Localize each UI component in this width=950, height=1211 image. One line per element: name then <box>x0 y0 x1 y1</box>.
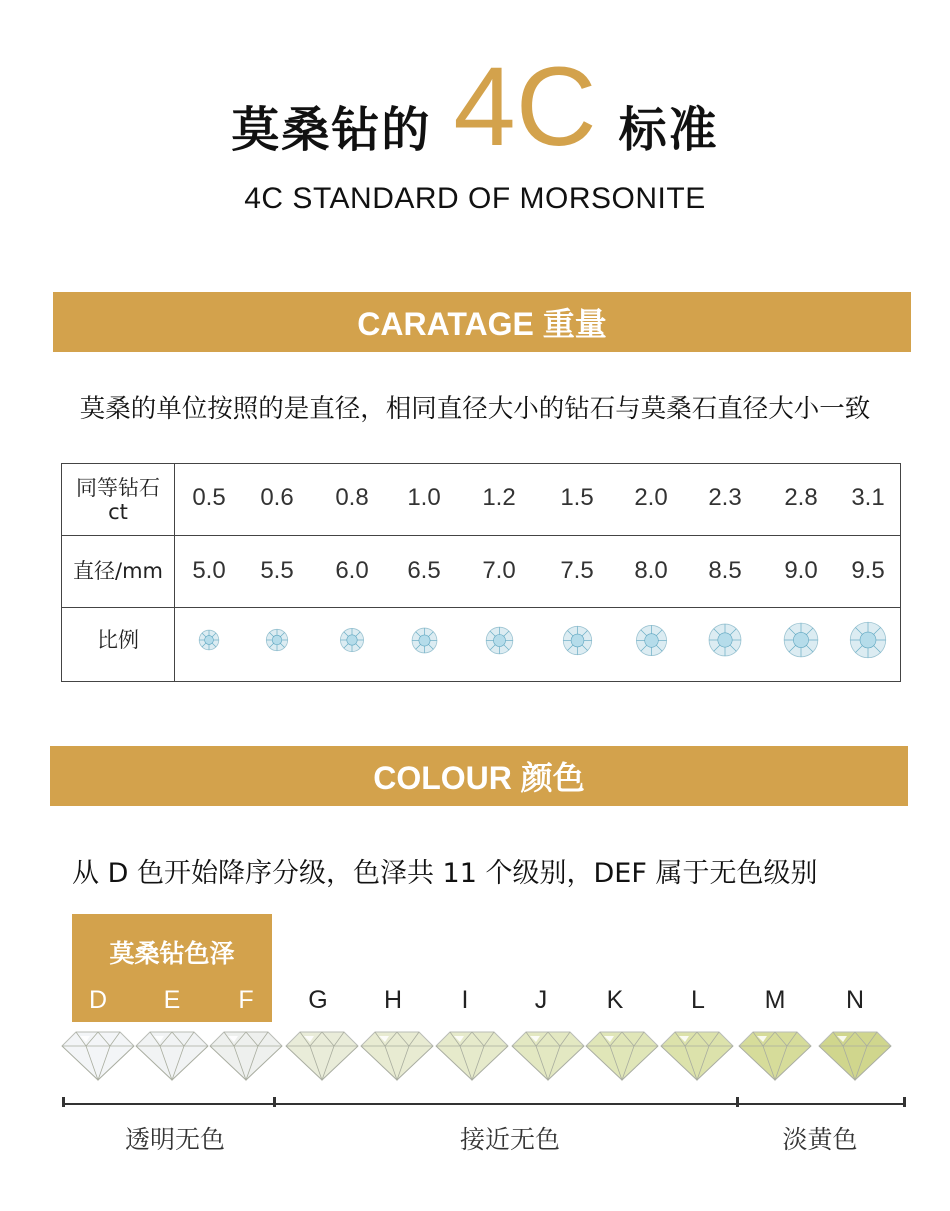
page-subtitle: 4C STANDARD OF MORSONITE <box>244 182 706 215</box>
colour-grade-label: E <box>163 986 181 1014</box>
diamond-stone-icon <box>817 1028 893 1082</box>
moissanite-colour-label: 莫桑钻色泽 <box>109 939 235 968</box>
row-header-carat-line1: 同等钻石 <box>76 476 160 500</box>
table-row-divider <box>62 535 900 536</box>
colour-grade-label: K <box>606 986 624 1014</box>
diamond-gem-icon <box>782 621 820 659</box>
carat-section-header: CARATAGE 重量 <box>53 292 911 352</box>
row-header-ratio: 比例 <box>97 628 139 652</box>
diameter-cell: 8.0 <box>634 557 668 584</box>
zone-faint-yellow: 淡黄色 <box>782 1125 858 1154</box>
colour-grade-label: I <box>461 986 469 1014</box>
diamond-stone-icon <box>737 1028 813 1082</box>
table-row-divider <box>62 607 900 608</box>
colour-grade-label: N <box>845 986 865 1014</box>
diamond-stone-icon <box>60 1028 136 1082</box>
colour-grade-label: H <box>383 986 403 1014</box>
diamond-gem-icon <box>707 622 743 658</box>
diamond-stone-icon <box>659 1028 735 1082</box>
carat-cell: 2.8 <box>784 484 818 511</box>
diameter-cell: 8.5 <box>708 557 742 584</box>
diamond-gem-icon <box>338 626 366 654</box>
title-4c: 4C <box>453 44 597 169</box>
diameter-cell: 6.5 <box>407 557 441 584</box>
scale-tick <box>736 1097 739 1107</box>
carat-cell: 3.1 <box>851 484 885 511</box>
diamond-gem-icon <box>264 627 290 653</box>
diamond-stone-icon <box>359 1028 435 1082</box>
scale-tick <box>273 1097 276 1107</box>
carat-cell: 1.0 <box>407 484 441 511</box>
table-column-divider <box>174 464 175 681</box>
row-header-diameter: 直径/mm <box>73 559 163 583</box>
colour-grade-label: D <box>88 986 108 1014</box>
diameter-cell: 9.0 <box>784 557 818 584</box>
title-right: 标准 <box>618 101 719 158</box>
carat-cell: 1.5 <box>560 484 594 511</box>
row-header-carat <box>62 476 174 524</box>
carat-cell: 0.8 <box>335 484 369 511</box>
carat-cell: 0.5 <box>192 484 226 511</box>
diameter-cell: 5.0 <box>192 557 226 584</box>
diameter-cell: 9.5 <box>851 557 885 584</box>
page-title <box>0 44 950 180</box>
diamond-gem-icon <box>634 623 669 658</box>
diamond-gem-icon <box>484 625 515 656</box>
colour-grade-label: L <box>691 986 705 1014</box>
diameter-cell: 7.5 <box>560 557 594 584</box>
scale-tick <box>62 1097 65 1107</box>
diamond-stone-icon <box>584 1028 660 1082</box>
carat-cell: 0.6 <box>260 484 294 511</box>
carat-cell: 2.0 <box>634 484 668 511</box>
colour-grade-label: J <box>534 986 548 1014</box>
carat-cell: 1.2 <box>482 484 516 511</box>
diameter-cell: 6.0 <box>335 557 369 584</box>
title-left: 莫桑钻的 <box>231 101 432 158</box>
diamond-gem-icon <box>561 624 594 657</box>
colour-section-header: COLOUR 颜色 <box>50 746 908 806</box>
diamond-gem-icon <box>848 620 888 660</box>
diamond-gem-icon <box>197 628 221 652</box>
diameter-cell: 5.5 <box>260 557 294 584</box>
diamond-stone-icon <box>208 1028 284 1082</box>
diameter-cell: 7.0 <box>482 557 516 584</box>
diamond-stone-icon <box>134 1028 210 1082</box>
diamond-stone-icon <box>434 1028 510 1082</box>
colour-grade-label: G <box>308 986 328 1014</box>
scale-tick <box>903 1097 906 1107</box>
carat-table <box>61 463 901 682</box>
colour-grade-label: M <box>764 986 786 1014</box>
row-header-carat-line2: ct <box>108 500 128 524</box>
carat-description: 莫桑的单位按照的是直径，相同直径大小的钻石与莫桑石直径大小一致 <box>79 394 871 424</box>
zone-near-colourless: 接近无色 <box>459 1125 560 1154</box>
diamond-stone-icon <box>284 1028 360 1082</box>
carat-cell: 2.3 <box>708 484 742 511</box>
diamond-gem-icon <box>410 626 439 655</box>
zone-colourless: 透明无色 <box>124 1125 225 1154</box>
colour-scale-line <box>62 1103 906 1105</box>
diamond-stone-icon <box>510 1028 586 1082</box>
colour-grade-label: F <box>238 986 254 1014</box>
colour-description: 从 D 色开始降序分级，色泽共 11 个级别，DEF 属于无色级别 <box>72 858 818 889</box>
